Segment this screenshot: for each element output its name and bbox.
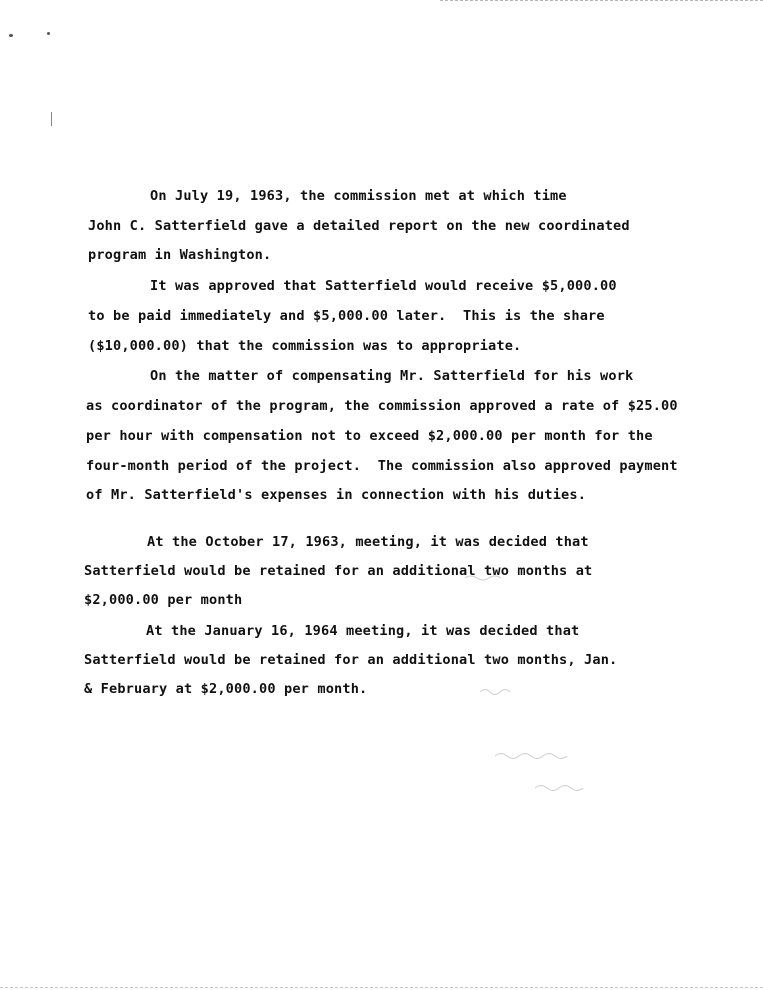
paragraph-2-line-3: ($10,000.00) that the commission was to appropriate.: [88, 338, 522, 354]
paragraph-2-line-1: It was approved that Satterfield would receive $5,000.00: [150, 278, 617, 294]
paragraph-5-line-3: & February at $2,000.00 per month.: [84, 681, 368, 697]
paragraph-5-line-2: Satterfield would be retained for an additional two months, Jan.: [84, 652, 618, 668]
paragraph-3-line-5: of Mr. Satterfield's expenses in connection with his duties.: [86, 487, 587, 503]
scan-speck: [51, 112, 52, 126]
paragraph-3-line-1: On the matter of compensating Mr. Satterfield for his work: [150, 368, 634, 384]
paragraph-3-line-4: four-month period of the project. The commission also approved payment: [86, 458, 678, 474]
paragraph-1-line-3: program in Washington.: [88, 247, 272, 263]
paragraph-5-line-1: At the January 16, 1964 meeting, it was decided that: [146, 623, 580, 639]
bottom-edge-dots: [0, 987, 763, 988]
paragraph-4-line-1: At the October 17, 1963, meeting, it was decided that: [147, 534, 589, 550]
paragraph-1-line-2: John C. Satterfield gave a detailed report on the new coordinated: [88, 218, 630, 234]
scan-speck: [47, 32, 50, 35]
paragraph-4-line-3: $2,000.00 per month: [84, 592, 243, 608]
paragraph-2-line-2: to be paid immediately and $5,000.00 later. This is the share: [88, 308, 605, 324]
paragraph-1-line-1: On July 19, 1963, the commission met at which time: [150, 188, 567, 204]
paragraph-4-line-2: Satterfield would be retained for an additional two months at: [84, 563, 593, 579]
bleed-through-marks: [440, 570, 700, 810]
paragraph-3-line-3: per hour with compensation not to exceed $2,000.00 per month for the: [86, 428, 653, 444]
scan-speck: [9, 34, 13, 37]
paragraph-3-line-2: as coordinator of the program, the commission approved a rate of $25.00: [86, 398, 678, 414]
top-edge-dots: [440, 0, 763, 1]
